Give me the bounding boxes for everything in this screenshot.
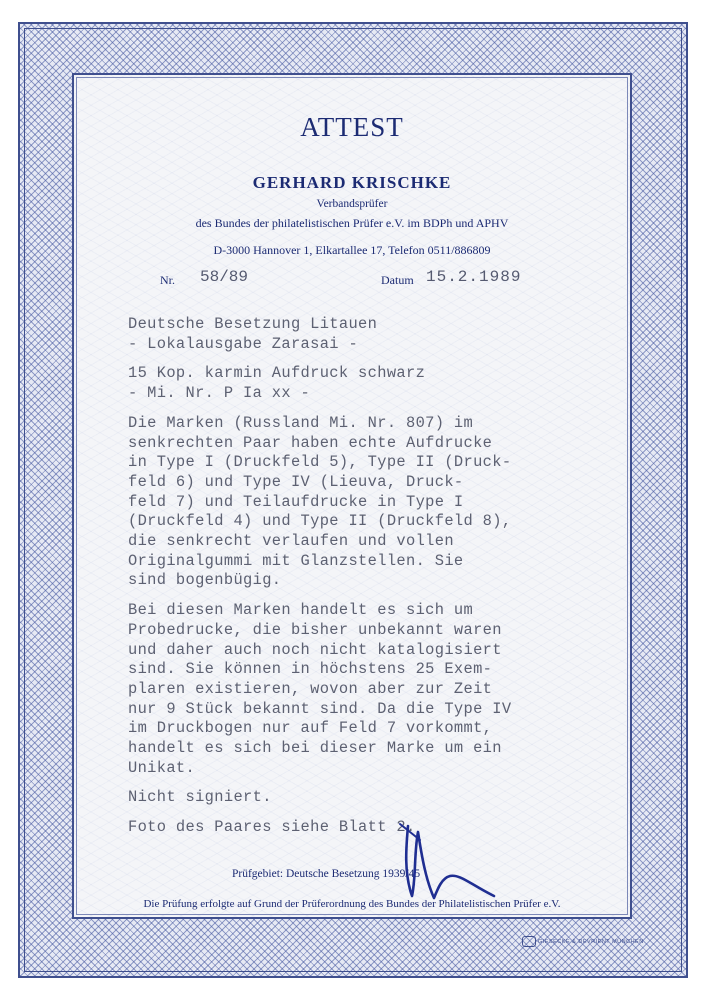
printer-mark: GIESECKE & DEVRIENT MÜNCHEN xyxy=(538,939,644,945)
body-line: Deutsche Besetzung Litauen xyxy=(128,315,378,333)
footer-note: Die Prüfung erfolgte auf Grund der Prüferordnung des Bundes der Philatelistischen Prüfer e.V. xyxy=(143,898,561,910)
body-line: Die Marken (Russland Mi. Nr. 807) im xyxy=(128,413,474,432)
body-line: (Druckfeld 4) und Type II (Druckfeld 8), xyxy=(128,512,512,531)
body-line: plaren existieren, wovon aber zur Zeit xyxy=(128,679,493,698)
nr-label: Nr. xyxy=(160,273,175,287)
association-line: des Bundes der philatelistischen Prüfer e.V. im BDPh und APHV xyxy=(195,216,509,230)
body-line: Nicht signiert. xyxy=(128,788,272,807)
body-line xyxy=(128,808,633,818)
body-line: - Lokalausgabe Zarasai - xyxy=(128,334,359,353)
body-line: Foto des Paares siehe Blatt 2. xyxy=(128,818,416,837)
body-line: Probedrucke, die bisher unbekannt waren xyxy=(128,620,502,639)
address-line: D-3000 Hannover 1, Elkartallee 17, Telefon 0511/886809 xyxy=(213,243,491,257)
body-line xyxy=(128,404,633,414)
body-line: im Druckbogen nur auf Feld 7 vorkommt, xyxy=(128,719,493,738)
certificate-title: ATTEST xyxy=(300,112,404,142)
body-line: Originalgummi mit Glanzstellen. Sie xyxy=(128,551,464,570)
body-line xyxy=(128,778,633,788)
examiner-role: Verbandsprüfer xyxy=(316,198,388,210)
body-line: handelt es sich bei dieser Marke um ein xyxy=(128,739,502,758)
body-line: die senkrecht verlaufen und vollen xyxy=(128,532,454,551)
handwritten-signature xyxy=(390,818,520,908)
body-line: feld 7) und Teilaufdrucke in Type I xyxy=(128,492,464,511)
body-line: Bei diesen Marken handelt es sich um xyxy=(128,601,474,620)
body-line: sind bogenbügig. xyxy=(128,571,282,590)
nr-value: 58/89 xyxy=(200,268,249,286)
datum-value: 15.2.1989 xyxy=(426,268,522,286)
body-line xyxy=(128,354,633,364)
pruefgebiet-line: Prüfgebiet: Deutsche Besetzung 1939/45 xyxy=(232,868,421,880)
body-line: feld 6) und Type IV (Lieuva, Druck- xyxy=(128,472,464,491)
body-line: und daher auch noch nicht katalogisiert xyxy=(128,640,502,659)
body-line: senkrechten Paar haben echte Aufdrucke xyxy=(128,433,493,452)
body-line: 15 Kop. karmin Aufdruck schwarz xyxy=(128,364,426,383)
body-line: sind. Sie können in höchstens 25 Exem- xyxy=(128,660,493,679)
printer-logo-icon xyxy=(522,936,536,947)
datum-label: Datum xyxy=(381,273,414,287)
body-line: - Mi. Nr. P Ia xx - xyxy=(128,384,311,403)
body-line: nur 9 Stück bekannt sind. Da die Type IV xyxy=(128,699,512,718)
examiner-name: GERHARD KRISCHKE xyxy=(252,173,452,192)
body-line xyxy=(128,591,633,601)
typewritten-body xyxy=(128,315,633,838)
body-line: in Type I (Druckfeld 5), Type II (Druck- xyxy=(128,453,512,472)
body-line: Unikat. xyxy=(128,758,196,777)
